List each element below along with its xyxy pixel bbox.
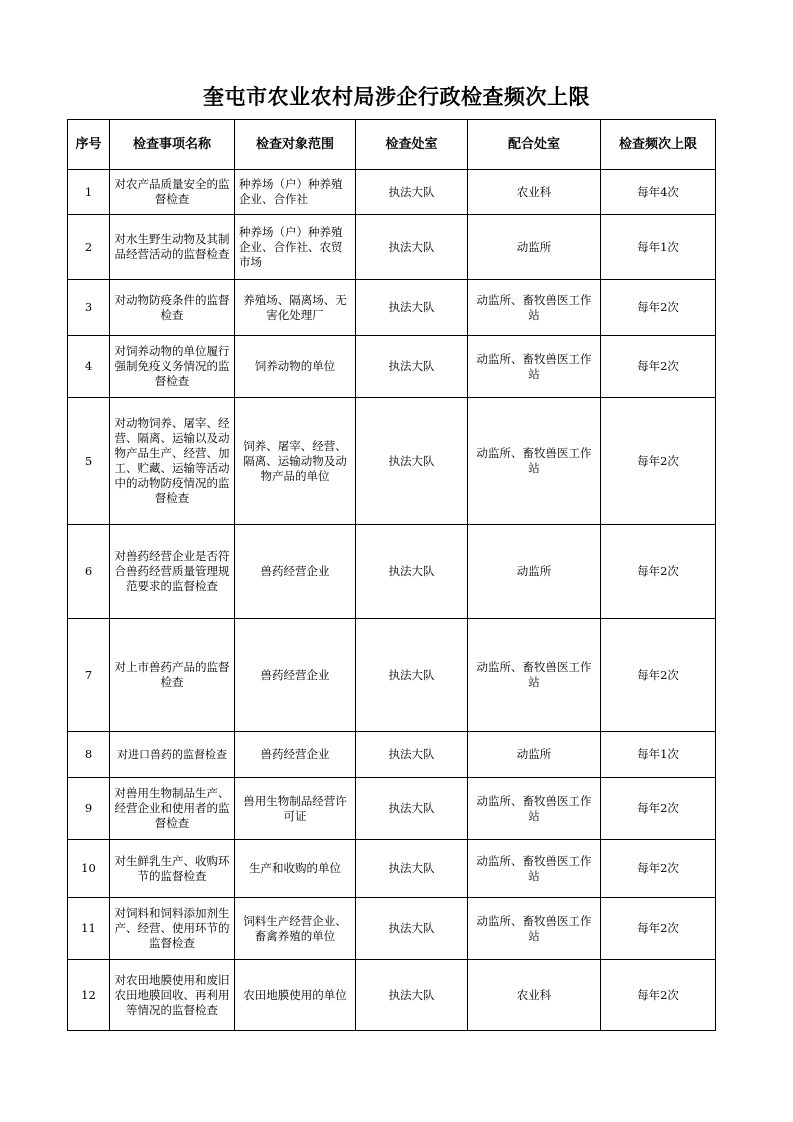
freq-cell: 每年1次 [601,215,716,280]
table-row [68,398,716,525]
dept-cell: 执法大队 [356,525,468,619]
header-scope: 检查对象范围 [235,120,356,170]
assist-cell: 农业科 [468,170,601,215]
assist-cell: 农业科 [468,960,601,1031]
assist-cell: 动监所 [468,215,601,280]
assist-cell: 动监所、畜牧兽医工作站 [468,398,601,525]
scope-cell: 饲养动物的单位 [235,336,356,398]
scope-cell: 兽药经营企业 [235,732,356,778]
freq-cell: 每年1次 [601,732,716,778]
item-cell: 对饲养动物的单位履行强制免疫义务情况的监督检查 [110,336,235,398]
scope-cell: 种养场（户）种养殖企业、合作社 [235,170,356,215]
freq-cell: 每年2次 [601,778,716,840]
freq-cell: 每年2次 [601,336,716,398]
table-row [68,280,716,336]
row-number: 4 [68,336,110,398]
assist-cell: 动监所 [468,525,601,619]
dept-cell: 执法大队 [356,215,468,280]
dept-cell: 执法大队 [356,778,468,840]
table-row [68,732,716,778]
header-item: 检查事项名称 [110,120,235,170]
item-cell: 对动物防疫条件的监督检查 [110,280,235,336]
table-row [68,170,716,215]
dept-cell: 执法大队 [356,898,468,960]
row-number: 9 [68,778,110,840]
table-row [68,525,716,619]
row-number: 7 [68,619,110,732]
item-cell: 对兽用生物制品生产、经营企业和使用者的监督检查 [110,778,235,840]
freq-cell: 每年2次 [601,960,716,1031]
header-no: 序号 [68,120,110,170]
assist-cell: 动监所、畜牧兽医工作站 [468,840,601,898]
row-number: 3 [68,280,110,336]
row-number: 10 [68,840,110,898]
table-row [68,778,716,840]
scope-cell: 种养场（户）种养殖企业、合作社、农贸市场 [235,215,356,280]
table-row [68,215,716,280]
header-dept: 检查处室 [356,120,468,170]
table-row [68,898,716,960]
scope-cell: 饲养、屠宰、经营、隔离、运输动物及动物产品的单位 [235,398,356,525]
dept-cell: 执法大队 [356,280,468,336]
row-number: 1 [68,170,110,215]
freq-cell: 每年2次 [601,280,716,336]
item-cell: 对上市兽药产品的监督检查 [110,619,235,732]
scope-cell: 养殖场、隔离场、无害化处理厂 [235,280,356,336]
dept-cell: 执法大队 [356,732,468,778]
row-number: 5 [68,398,110,525]
freq-cell: 每年4次 [601,170,716,215]
scope-cell: 兽药经营企业 [235,525,356,619]
assist-cell: 动监所 [468,732,601,778]
item-cell: 对生鲜乳生产、收购环节的监督检查 [110,840,235,898]
row-number: 2 [68,215,110,280]
row-number: 11 [68,898,110,960]
scope-cell: 生产和收购的单位 [235,840,356,898]
scope-cell: 农田地膜使用的单位 [235,960,356,1031]
table-row [68,619,716,732]
item-cell: 对进口兽药的监督检查 [110,732,235,778]
header-freq: 检查频次上限 [601,120,716,170]
page-title: 奎屯市农业农村局涉企行政检查频次上限 [203,85,590,109]
assist-cell: 动监所、畜牧兽医工作站 [468,898,601,960]
assist-cell: 动监所、畜牧兽医工作站 [468,619,601,732]
dept-cell: 执法大队 [356,170,468,215]
header-row [68,120,716,170]
table-row [68,840,716,898]
dept-cell: 执法大队 [356,398,468,525]
freq-cell: 每年2次 [601,398,716,525]
dept-cell: 执法大队 [356,960,468,1031]
assist-cell: 动监所、畜牧兽医工作站 [468,336,601,398]
item-cell: 对农产品质量安全的监督检查 [110,170,235,215]
freq-cell: 每年2次 [601,525,716,619]
row-number: 6 [68,525,110,619]
assist-cell: 动监所、畜牧兽医工作站 [468,778,601,840]
item-cell: 对动物饲养、屠宰、经营、隔离、运输以及动物产品生产、经营、加工、贮藏、运输等活动中的动物防疫情况的监督检查 [110,398,235,525]
table-row [68,960,716,1031]
inspection-table [67,119,716,1031]
item-cell: 对水生野生动物及其制品经营活动的监督检查 [110,215,235,280]
row-number: 8 [68,732,110,778]
freq-cell: 每年2次 [601,840,716,898]
table-row [68,336,716,398]
scope-cell: 兽用生物制品经营许可证 [235,778,356,840]
dept-cell: 执法大队 [356,840,468,898]
item-cell: 对农田地膜使用和废旧农田地膜回收、再利用等情况的监督检查 [110,960,235,1031]
dept-cell: 执法大队 [356,336,468,398]
scope-cell: 饲料生产经营企业、畜禽养殖的单位 [235,898,356,960]
dept-cell: 执法大队 [356,619,468,732]
row-number: 12 [68,960,110,1031]
scope-cell: 兽药经营企业 [235,619,356,732]
freq-cell: 每年2次 [601,619,716,732]
item-cell: 对兽药经营企业是否符合兽药经营质量管理规范要求的监督检查 [110,525,235,619]
freq-cell: 每年2次 [601,898,716,960]
header-assist: 配合处室 [468,120,601,170]
assist-cell: 动监所、畜牧兽医工作站 [468,280,601,336]
item-cell: 对饲料和饲料添加剂生产、经营、使用环节的监督检查 [110,898,235,960]
